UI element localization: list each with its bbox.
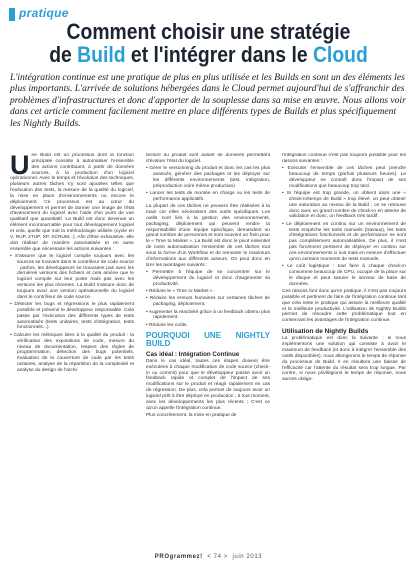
title-highlight-build: Build [77,42,126,67]
drop-cap: U [10,153,30,180]
paragraph: tecture du produit sont autant de données permettant d'évaluer l'état du logiciel. [146,153,270,164]
paragraph: Dans le cas idéal, toutes ces étapes doivent être exécutées à chaque modification de code source (check-in ou commit) pour que le développeur puisse avoir un feedback rapide et complet de l'impact de ses modifications sur le produit et réagir rapidement en cas de régression. De plus, cela permet de toujours avoir un logiciel prêt à être déployé en production ; à tout moment, avec les développements les plus récents ; C'est ce qu'on appelle l'intégration continue. [146,358,270,411]
article-title [29,20,388,66]
title-line-2 [29,43,388,66]
title-part: et l'intégrer dans le [125,42,313,67]
list-item: • Réduire les erreurs humaines sur certaines tâches de packaging, déploiement. [146,296,270,308]
magazine-name: PROgrammez! [154,554,203,560]
page-number: < 74 > [207,554,228,560]
paragraph: Ces raisons font donc qu'en pratique, il n'est pas toujours possible et pertinent de faire de l'intégration continue tant que cela reste le pratique qui assure la meilleure qualité et la meilleure productivité. L'utilisation de Nightly Builds permet de résoudre cette problématique tout en conservant les avantages de l'intégration continue. [282,289,406,324]
article-body [10,153,407,548]
list-item: • Réduire le « Time to Market ». [146,289,214,295]
list-item: • Calculer les métriques liées à la qualité du produit : la vérification des expositions de code, mesure du niveau de documentation, respect des règles de programmation, détection des bugs potentiels, évaluation de la couverture de code par les tests unitaires, analyse de la répartition de la complexité et analyse du design de l'archi- [10,332,134,373]
list-item: • Le déploiement en continu sur un environnement de tests empêche les tests manuels (travaux), les tests d'intégrations fonctionnels et de performance ne sont pas complètement automatisables. De plus, il n'est pas forcément pertinent de déployer en continu sur ces environnements ci soit mais en mesure d'effectuer qu'en certains moments de tests manuels. [282,221,406,262]
issue-date: juin 2013 [232,554,263,560]
list-item: • Exécuter l'ensemble de ces tâches peut prendre beaucoup de temps (parfois plusieurs heures). Le développeur ne connaît donc l'impact de ses modifications que beaucoup trop tard. [282,166,406,189]
section-label: pratique [19,6,69,20]
list-item: • S'assurer que le logiciel compile toujours avec les sources se trouvant dans le contrôleur de code source : parfois, les développeurs se trouvaient pas avec les dernières versions des fichiers et cela amène que le logiciel compile sur leur poste mais pas avec les versions les plus récentes. La Build s'assure donc de toujours avoir une version opérationnelle du logiciel dans le contrôleur de code source. [10,253,134,300]
list-item: • Permettre à l'équipe de se concentrer sur le développement du logiciel et donc d'augmenter sa productivité. [146,270,270,287]
title-highlight-cloud: Cloud [312,42,368,67]
list-item: • Augmenter la réactivité grâce à un feedback obtenu plus rapidement. [146,309,270,321]
title-line-1: Comment choisir une stratégie [66,19,351,44]
paragraph: Plus concrètement, la mise en pratique de [146,412,237,418]
intro-text: ne Build est un processus dont la fonction principale consiste à automatiser l'ensemble des actions contribuant, à partir de données sources, à la production d'un logiciel opérationnel. Avec le temps et l'évolution des techniques, plusieurs autres tâches s'y sont ajoutées telles que l'exécution des tests, la mesure de la qualité du logiciel, la mise en place d'environnements ou encore le déploiement. Ce processus est au cœur du développement et permet de donner une image de l'état d'avancement du logiciel avec l'aide d'un point de vue qualitatif que quantitatif. La Build est donc devenue un élément incontournable pour tout développement logiciel et cela, quelle que soit la méthodologie utilisée (cycle en V, RUP, 2TUP, XP, SCRUM...). Afin d'être exhaustive, elle doit réaliser de manière automatisée et en autre ensemble que nécessaire les actions suivantes : [10,153,134,252]
paragraph: La plupart de ces tâches ne peuvent être réalisées à la main car elles nécessitent des outils spécifiques. Les outils sont liés à la gestion des environnements, packaging, déploiement qui peuvent rendre la responsabilité d'une équipe spécifique, demandent un grand nombre de personnes et sont souvent un frein pour le « Time to Market ». La Build est donc le pivot essentiel de notre automatisation l'ensemble de ces tâches tout sous la forme d'un Workflow et de remonter le maximum d'informations aux différents acteurs. On peut donc en tirer les avantages suivants : [146,204,270,268]
paragraph: La problématique est donc la suivante : si nous implémentons une solution qui consiste à avoir le maximum de feedback (et donc à intégrer l'ensemble des outils disponibles), nous allongerons le temps de réponse du processus de Build. Il en résultera une baisse de l'efficacité car l'attente du résultat sera trop longue. Par contre, si nous privilégions le temps de réponse, nous aurons obliga- [282,336,406,383]
column-2 [146,153,270,548]
list-item: • Détecter les bugs et régressions le plus rapidement possible et prévenir le développeur responsable. Cela passe par l'exécution des différents types de tests automatisés (tests unitaires, tests d'intégration, tests fonctionnels...). [10,302,134,331]
section-marker [9,8,15,21]
list-item: • Si l'équipe est trop grande, on obtient alors une « check-in/temps de Build » trop élevé, on peut obtenir une saturation au niveau de la Build ; on se retrouve donc avec un grand nombre de check-in en attente de validation et donc, un feedback très tardif. [282,191,406,220]
section-heading: POURQUOI UNE NIGHTLY BUILD [146,330,270,349]
subsection-heading: Utilisation de Nightly Builds [282,328,369,336]
page-footer [0,554,417,560]
column-1 [10,153,134,548]
list-item: • Gérer le versionning du produit et donc les cas les plus avancés, générer des packages et les déployer sur les différents environnements (test, intégration, préproduction voire même production). [146,166,270,189]
subsection-heading: Cas idéal : Intégration Continue [146,350,240,358]
article-lead: L'intégration continue est une pratique de plus en plus utilisée et les Builds en sont un des éléments les plus importants. L'arrivée de solutions hébergées dans le Cloud permet aujourd'hui de s'affranchir des problèmes d'infrastructures et donc d'apporter de la souplesse dans sa mise en œuvre. Nous allons voir dans cet article comment facilement mettre en place différents types de Builds et plus spécifiquement les Nightly Builds. [10,72,406,129]
title-part: de [49,42,78,67]
paragraph: l'intégration continue n'est pas toujours possible pour les raisons suivantes : [282,153,406,164]
list-item: • Lancer les tests de montée en charge ou les tests de performance applicatifs. [146,191,270,202]
list-item: • Réduire les coûts. [146,322,188,328]
column-3 [282,153,406,548]
list-item: • Le coût logistique : tout faire à chaque check-in consomme beaucoup de CPU, occupe de la place sur le disque et peut saturer le serveur de base de données. [282,264,406,287]
intro-paragraph [10,153,134,252]
